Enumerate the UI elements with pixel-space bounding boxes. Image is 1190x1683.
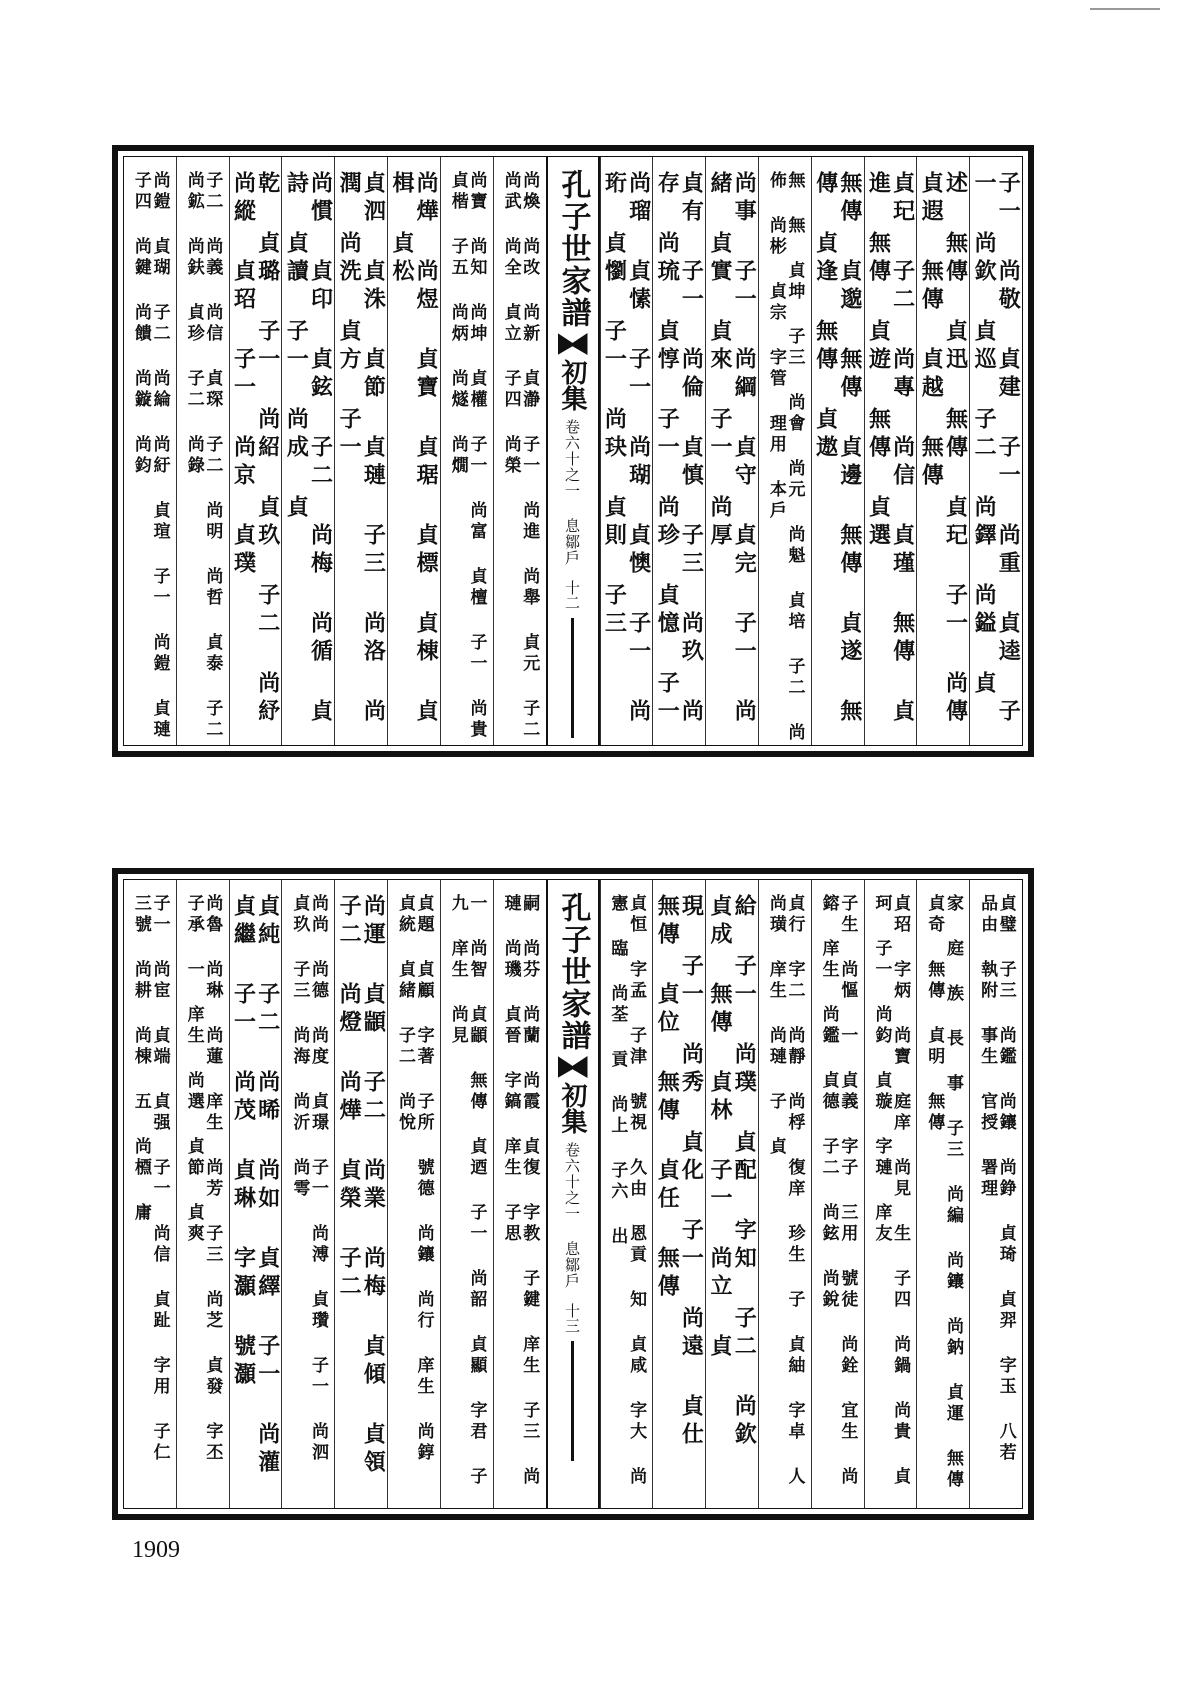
upper-entry: 尚煥 尚改 尚新 貞瀞 子一 尚進 尚舉 貞元 子二 尚武 尚全 貞立 子四 尚榮: [500, 171, 540, 741]
lower-entry: 嗣 尚芬 尚蘭 尚霞 貞復 字教 子鍵 庠生 子三 尚璉 尚璣 貞晉 字鎬 庠生 子思: [500, 894, 540, 1488]
leaf-number: 十三: [563, 1303, 581, 1333]
lower-entry: 一 尚智 貞顓 無傳 貞迺 子一 尚韶 貞顯 字君 子九 庠生 尚見: [447, 894, 487, 1488]
upper-column: [493, 157, 546, 745]
upper-column: [440, 157, 493, 745]
upper-entry: 尚寶 尚知 尚坤 貞權 子一 尚富 貞檀 子一 尚貴 貞楷 子五 尚炳 尚燧 尚燗: [447, 171, 487, 741]
lower-page-body: [123, 879, 1023, 1509]
lower-column: [229, 880, 282, 1508]
lower-entry: 尚尚 尚德 尚度 貞璟 子一 尚溥 貞瓚 子一 尚泗 貞玖 子三 尚海 尚沂 尚雩: [289, 894, 329, 1464]
book-title: 孔子世家譜: [555, 892, 591, 1052]
upper-entry: 尚鎧 貞瑚 子二 尚綸 尚紆 貞瑄 子一 尚鎧 貞璉 子四 尚鍵 尚饋 尚鏇 尚鈞: [130, 171, 170, 741]
upper-column: [387, 157, 440, 745]
upper-entry: 述 無傳 貞迅 無傳 貞玘 子一 尚傳 貞遐 無傳 貞越 無傳: [918, 171, 969, 727]
upper-entry: 子一 尚敬 貞建 子一 尚重 貞逵 子一 尚欽 貞巡 子二 尚鐸 尚鎰 貞: [971, 171, 1022, 727]
lower-entry: 貞純 子二 尚晞 尚如 貞繹 子一 尚灌 貞繼 子一 尚茂 貞琳 字灝 號灝: [230, 894, 281, 1478]
lower-entry: 給 子一 尚璞 貞配 字知 子二 尚欽 貞成 無傳 貞林 子一 尚立 貞: [707, 894, 758, 1450]
lower-center-header: [546, 880, 600, 1508]
lower-column: [387, 880, 440, 1508]
lower-column: [176, 880, 229, 1508]
lower-column: [281, 880, 334, 1508]
upper-entry: 無傳 貞邈 無傳 貞邊 無傳 貞遂 無傳 貞逢 無傳 貞遨: [812, 171, 863, 727]
upper-entry: 子二 尚義 尚信 貞琛 子二 尚明 尚哲 貞泰 子二 尚鉱 尚鈇 貞珍 子二 尚錄: [183, 171, 223, 741]
upper-entry: 乾 貞璐 子一 尚紹 貞玖 子二 尚紓 尚縱 貞玿 子一 尚京 貞璞: [230, 171, 281, 727]
upper-column: [600, 157, 653, 745]
lower-column: [493, 880, 546, 1508]
upper-column: [969, 157, 1022, 745]
lower-entry: 尚運 貞顓 子二 尚業 尚梅 貞傾 貞領 子二 尚燈 尚燁 貞榮 子二: [336, 894, 387, 1478]
lower-entry: 子生 尚慪 一 貞義 字子 三用 號徒 尚銓 宜生 尚鎔 庠生 尚鑑 貞德 子二 尚鉉 尚銳: [818, 894, 858, 1488]
upper-column: [124, 157, 176, 745]
lower-entry: 尚魯 尚琳 尚蓮 庠生 尚芳 子三 尚芝 貞發 字丕 子承 一 庠生 尚選 貞節 貞爽: [183, 894, 223, 1464]
lower-entry: 貞題 貞顧 字著 子所 號德 尚鑲 尚行 庠生 尚錞 貞統 貞緒 子二 尚悅: [394, 894, 434, 1464]
upper-entry: 貞有 子一 尚倫 貞慎 子三 尚玖 尚存 尚琉 貞惇 子一 尚珍 貞憶 子一: [654, 171, 705, 727]
edge-mark: [1090, 8, 1160, 10]
lower-column: [705, 880, 758, 1508]
lower-entry: 貞恒 字孟 子津 號視 久由 恩貢 知 貞咸 字大 尚憲 臨 尚荃 貢 尚上 子六 出: [607, 894, 647, 1488]
upper-column: [334, 157, 387, 745]
upper-center-header: [546, 157, 600, 745]
lower-entry: 貞玿 字炳 尚寶 庭庠 尚見 生 子四 尚鍋 尚貴 貞珂 子一 尚鈞 貞璇 字璉 庠友: [871, 894, 911, 1488]
volume-label: 初集: [557, 1082, 587, 1134]
lower-page-frame: [112, 868, 1034, 1520]
lower-column: [124, 880, 176, 1508]
upper-column: [705, 157, 758, 745]
upper-column: [758, 157, 811, 745]
upper-column: [229, 157, 282, 745]
upper-entry: 尚事 子一 尚綱 貞守 貞完 子一 尚緒 貞實 貞來 子一 尚厚: [707, 171, 758, 727]
lower-entry: 貞行 字二 尚靜 尚桴 復庠 珍生 子 貞紬 字卓 人 尚璜 庠生 尚璉 子 貞: [765, 894, 805, 1488]
upper-entry: 貞玘 子二 尚專 尚信 貞瑾 無傳 貞進 無傳 貞遊 無傳 貞選: [865, 171, 916, 727]
upper-entry: 尚瑠 貞愫 子一 尚瑚 貞懊 子一 尚珩 貞懰 子一 尚玦 貞則 子三: [601, 171, 652, 727]
upper-column: [652, 157, 705, 745]
section-label: 卷六十之一 息鄒戶: [563, 1142, 581, 1289]
upper-column: [176, 157, 229, 745]
volume-label: 初集: [557, 359, 587, 411]
upper-entry: 貞泗 貞洙 貞節 貞璉 子三 尚洛 尚潤 尚洗 貞方 子一: [336, 171, 387, 727]
lower-entry: 子一 尚宦 貞端 貞强 子一 尚信 貞趾 字用 子仁 三號 尚耕 尚棟 五 尚槱 庸: [130, 894, 170, 1464]
lower-column: [916, 880, 969, 1508]
lower-column: [969, 880, 1022, 1508]
upper-entry: 尚慣 貞印 貞鉉 子二 尚梅 尚循 貞詩 貞讀 子一 尚成 貞: [283, 171, 334, 727]
leaf-number: 十二: [563, 580, 581, 610]
lower-entry: 家 庭 族 長 事 子三 尚編 尚鑲 尚鈉 貞運 無傳 貞奇 無傳 貞明 無傳: [924, 894, 963, 1491]
lower-entry: 貞璧 子三 尚鑑 尚鑲 尚錚 貞琦 貞羿 字玉 八若 品由 執附 事生 官授 署理: [977, 894, 1016, 1464]
upper-column: [864, 157, 917, 745]
lower-column: [334, 880, 387, 1508]
center-rule: [571, 618, 574, 738]
book-title: 孔子世家譜: [555, 169, 591, 329]
upper-column: [811, 157, 864, 745]
fish-tail-mark-icon: [558, 1056, 588, 1078]
lower-column: [864, 880, 917, 1508]
upper-entry: 尚燁 尚煜 貞寶 貞琚 貞標 貞棟 貞楫 貞松: [388, 171, 440, 727]
upper-column: [281, 157, 334, 745]
upper-page-frame: [112, 145, 1034, 757]
upper-entry: 無 無 貞坤 子三 尚會 尚元 尚魁 貞培 子二 尚佈 尚彬 貞宗 字管 理用 本戶: [765, 171, 805, 744]
lower-column: [652, 880, 705, 1508]
upper-column: [916, 157, 969, 745]
lower-column: [440, 880, 493, 1508]
lower-entry: 現 子一 尚秀 貞化 子一 尚遠 貞仕 無傳 貞位 無傳 貞任 無傳: [654, 894, 705, 1450]
fish-tail-mark-icon: [558, 333, 588, 355]
lower-column: [758, 880, 811, 1508]
page-number: 1909: [132, 1537, 180, 1563]
center-rule: [571, 1341, 574, 1461]
lower-column: [600, 880, 653, 1508]
lower-column: [811, 880, 864, 1508]
section-label: 卷六十之一 息鄒戶: [563, 419, 581, 566]
upper-page-body: [123, 156, 1023, 746]
